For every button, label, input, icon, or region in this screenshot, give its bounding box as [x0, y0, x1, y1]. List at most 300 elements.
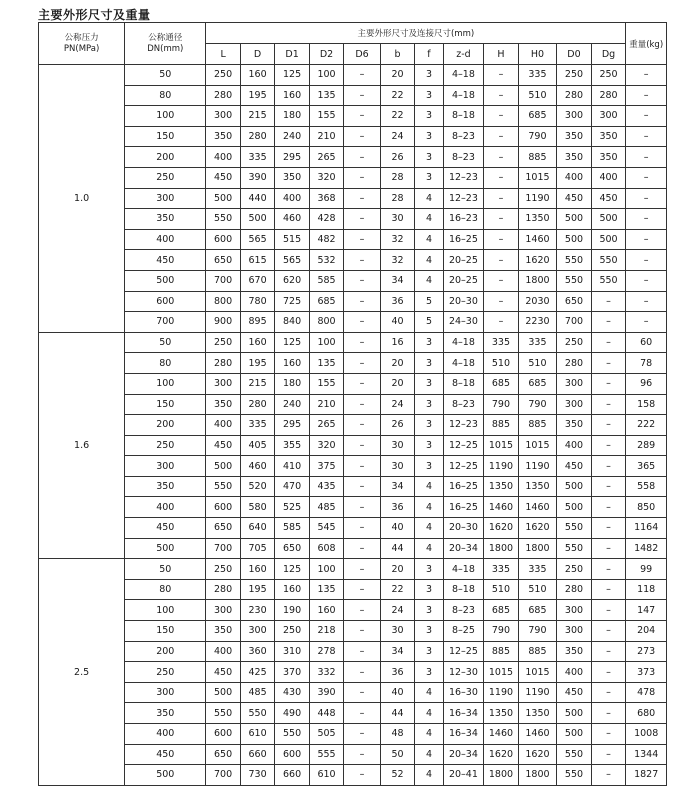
table-cell: 24	[380, 600, 414, 621]
table-cell: 250	[206, 332, 240, 353]
table-cell: 1164	[626, 518, 667, 539]
header-sub-cell: D1	[275, 44, 309, 65]
table-cell: 3	[415, 579, 443, 600]
table-cell: 20–30	[443, 518, 484, 539]
table-cell: 600	[275, 744, 309, 765]
table-cell: 368	[309, 188, 343, 209]
table-cell: 300	[206, 600, 240, 621]
dn-cell: 50	[125, 65, 206, 86]
table-cell: 16–34	[443, 724, 484, 745]
table-cell: 240	[275, 394, 309, 415]
table-cell: –	[626, 270, 667, 291]
table-row	[39, 682, 667, 703]
table-cell: 4	[415, 270, 443, 291]
table-cell: 1190	[484, 456, 518, 477]
table-cell: 8–23	[443, 600, 484, 621]
table-cell: 20–34	[443, 744, 484, 765]
table-cell: –	[484, 250, 518, 271]
header-dn-label: 公称通径 DN(mm)	[147, 32, 184, 54]
table-cell: 8–18	[443, 106, 484, 127]
table-cell: 405	[240, 435, 274, 456]
table-cell: 195	[240, 579, 274, 600]
table-row	[39, 744, 667, 765]
table-row	[39, 353, 667, 374]
header-group: 主要外形尺寸及连接尺寸(mm)	[206, 23, 626, 44]
table-cell: 3	[415, 621, 443, 642]
table-cell: 22	[380, 85, 414, 106]
table-cell: 215	[240, 373, 274, 394]
table-cell: 40	[380, 682, 414, 703]
table-cell: 218	[309, 621, 343, 642]
table-cell: 16–25	[443, 497, 484, 518]
table-cell: 510	[518, 85, 557, 106]
table-cell: –	[344, 394, 381, 415]
table-cell: 3	[415, 456, 443, 477]
table-row	[39, 559, 667, 580]
table-cell: 485	[309, 497, 343, 518]
table-cell: 12–25	[443, 435, 484, 456]
table-cell: –	[626, 229, 667, 250]
table-cell: –	[591, 621, 626, 642]
table-cell: 3	[415, 167, 443, 188]
table-cell: 450	[591, 188, 626, 209]
table-cell: 1350	[484, 703, 518, 724]
table-cell: 16–25	[443, 229, 484, 250]
dn-cell: 500	[125, 538, 206, 559]
table-cell: 350	[557, 415, 591, 436]
table-cell: 26	[380, 415, 414, 436]
table-cell: –	[344, 579, 381, 600]
table-cell: 500	[240, 209, 274, 230]
table-cell: 885	[484, 415, 518, 436]
table-cell: 4	[415, 497, 443, 518]
table-cell: 335	[240, 415, 274, 436]
table-cell: 160	[275, 579, 309, 600]
table-cell: –	[344, 332, 381, 353]
table-cell: –	[344, 291, 381, 312]
table-cell: –	[484, 126, 518, 147]
table-row	[39, 724, 667, 745]
table-cell: 250	[275, 621, 309, 642]
table-cell: 1460	[484, 724, 518, 745]
table-cell: –	[626, 167, 667, 188]
table-cell: 295	[275, 415, 309, 436]
table-cell: –	[344, 250, 381, 271]
table-cell: 4	[415, 250, 443, 271]
table-cell: –	[626, 126, 667, 147]
table-cell: 550	[557, 765, 591, 786]
table-cell: 48	[380, 724, 414, 745]
table-row	[39, 621, 667, 642]
header-dn	[125, 23, 206, 65]
table-cell: –	[344, 621, 381, 642]
table-cell: 500	[557, 229, 591, 250]
table-cell: 273	[626, 641, 667, 662]
table-row	[39, 65, 667, 86]
table-cell: –	[591, 415, 626, 436]
table-cell: 550	[206, 209, 240, 230]
table-cell: –	[484, 147, 518, 168]
table-cell: 485	[240, 682, 274, 703]
table-cell: 500	[591, 209, 626, 230]
table-cell: 12–23	[443, 167, 484, 188]
table-cell: 4	[415, 682, 443, 703]
table-cell: 478	[626, 682, 667, 703]
table-cell: 280	[557, 579, 591, 600]
table-cell: 4	[415, 765, 443, 786]
table-cell: 700	[557, 312, 591, 333]
table-cell: 250	[206, 65, 240, 86]
table-cell: 100	[309, 332, 343, 353]
table-cell: 135	[309, 579, 343, 600]
table-cell: 3	[415, 85, 443, 106]
table-cell: –	[591, 373, 626, 394]
table-cell: –	[344, 744, 381, 765]
table-cell: 705	[240, 538, 274, 559]
header-sub-cell: z-d	[443, 44, 484, 65]
table-cell: 390	[309, 682, 343, 703]
table-cell: 1015	[518, 662, 557, 683]
table-cell: 335	[484, 559, 518, 580]
table-row	[39, 435, 667, 456]
table-cell: 3	[415, 394, 443, 415]
table-cell: 500	[206, 682, 240, 703]
table-cell: 22	[380, 106, 414, 127]
table-cell: –	[591, 662, 626, 683]
table-cell: 685	[484, 373, 518, 394]
table-cell: 500	[591, 229, 626, 250]
table-cell: 2230	[518, 312, 557, 333]
table-cell: 435	[309, 476, 343, 497]
table-cell: 280	[206, 85, 240, 106]
table-cell: –	[344, 682, 381, 703]
table-cell: 500	[557, 476, 591, 497]
dn-cell: 500	[125, 765, 206, 786]
header-sub-cell: D6	[344, 44, 381, 65]
table-row	[39, 106, 667, 127]
table-row	[39, 703, 667, 724]
table-cell: 4	[415, 724, 443, 745]
table-cell: 585	[275, 518, 309, 539]
table-row	[39, 456, 667, 477]
table-cell: 550	[206, 476, 240, 497]
table-cell: 1800	[518, 270, 557, 291]
table-cell: 155	[309, 106, 343, 127]
table-cell: 160	[275, 85, 309, 106]
table-cell: 12–23	[443, 415, 484, 436]
table-cell: 335	[240, 147, 274, 168]
table-cell: 20	[380, 65, 414, 86]
table-cell: –	[591, 600, 626, 621]
table-cell: 180	[275, 373, 309, 394]
table-cell: 350	[557, 147, 591, 168]
table-cell: –	[591, 435, 626, 456]
pressure-cell: 1.6	[39, 332, 125, 559]
table-cell: 1827	[626, 765, 667, 786]
table-cell: 8–23	[443, 394, 484, 415]
table-cell: 335	[518, 332, 557, 353]
table-cell: 96	[626, 373, 667, 394]
table-cell: 250	[557, 65, 591, 86]
table-cell: –	[591, 682, 626, 703]
table-cell: 400	[206, 415, 240, 436]
table-cell: 700	[206, 538, 240, 559]
table-cell: –	[484, 209, 518, 230]
table-cell: 289	[626, 435, 667, 456]
table-cell: 265	[309, 147, 343, 168]
table-cell: 160	[309, 600, 343, 621]
header-sub-cell: D2	[309, 44, 343, 65]
table-cell: 32	[380, 250, 414, 271]
table-cell: 510	[518, 353, 557, 374]
table-cell: –	[591, 497, 626, 518]
table-cell: 600	[206, 724, 240, 745]
table-cell: –	[626, 85, 667, 106]
table-cell: –	[591, 765, 626, 786]
table-cell: 190	[275, 600, 309, 621]
table-cell: 885	[518, 415, 557, 436]
table-cell: 278	[309, 641, 343, 662]
table-cell: 135	[309, 85, 343, 106]
table-cell: 520	[240, 476, 274, 497]
table-cell: 790	[484, 394, 518, 415]
table-cell: –	[591, 353, 626, 374]
table-cell: –	[344, 126, 381, 147]
table-cell: 30	[380, 435, 414, 456]
table-cell: 450	[557, 682, 591, 703]
table-cell: 52	[380, 765, 414, 786]
table-cell: 125	[275, 559, 309, 580]
table-cell: 100	[309, 65, 343, 86]
table-cell: 12–30	[443, 662, 484, 683]
table-cell: –	[344, 270, 381, 291]
table-cell: 20–30	[443, 291, 484, 312]
table-cell: –	[626, 188, 667, 209]
table-cell: 125	[275, 332, 309, 353]
table-cell: 1620	[518, 518, 557, 539]
dimension-weight-table	[38, 22, 667, 786]
table-cell: 895	[240, 312, 274, 333]
table-cell: –	[344, 188, 381, 209]
table-cell: 8–18	[443, 373, 484, 394]
table-cell: 1008	[626, 724, 667, 745]
dn-cell: 50	[125, 332, 206, 353]
table-cell: 147	[626, 600, 667, 621]
table-cell: 1460	[518, 229, 557, 250]
table-cell: 250	[206, 559, 240, 580]
table-cell: 565	[275, 250, 309, 271]
table-cell: 26	[380, 147, 414, 168]
dn-cell: 250	[125, 167, 206, 188]
table-cell: 78	[626, 353, 667, 374]
table-cell: –	[484, 229, 518, 250]
table-cell: 300	[557, 621, 591, 642]
table-cell: 425	[240, 662, 274, 683]
table-cell: 790	[518, 126, 557, 147]
table-cell: 550	[557, 518, 591, 539]
table-cell: 350	[591, 147, 626, 168]
table-cell: 280	[557, 353, 591, 374]
header-sub-cell: D0	[557, 44, 591, 65]
table-cell: 450	[557, 456, 591, 477]
table-cell: 1350	[484, 476, 518, 497]
table-cell: 650	[557, 291, 591, 312]
table-cell: –	[591, 394, 626, 415]
pressure-cell: 1.0	[39, 65, 125, 333]
table-cell: –	[344, 435, 381, 456]
table-row	[39, 188, 667, 209]
table-cell: 790	[518, 394, 557, 415]
table-cell: 350	[557, 126, 591, 147]
table-cell: –	[484, 188, 518, 209]
dn-cell: 300	[125, 682, 206, 703]
table-cell: 550	[557, 744, 591, 765]
table-cell: 3	[415, 415, 443, 436]
table-cell: 1015	[484, 435, 518, 456]
table-cell: 790	[484, 621, 518, 642]
table-cell: 525	[275, 497, 309, 518]
table-cell: 40	[380, 518, 414, 539]
page-title: 主要外形尺寸及重量	[38, 8, 151, 22]
table-row	[39, 332, 667, 353]
table-cell: 4	[415, 518, 443, 539]
header-pn	[39, 23, 125, 65]
table-row	[39, 538, 667, 559]
table-cell: 335	[518, 559, 557, 580]
table-cell: 685	[518, 600, 557, 621]
table-row	[39, 476, 667, 497]
dn-cell: 80	[125, 353, 206, 374]
table-cell: 360	[240, 641, 274, 662]
table-cell: 3	[415, 147, 443, 168]
table-cell: 400	[206, 641, 240, 662]
dn-cell: 600	[125, 291, 206, 312]
table-cell: 320	[309, 435, 343, 456]
header-sub-cell: D	[240, 44, 274, 65]
dn-cell: 200	[125, 415, 206, 436]
table-cell: 725	[275, 291, 309, 312]
table-cell: 620	[275, 270, 309, 291]
table-cell: 210	[309, 126, 343, 147]
table-row	[39, 518, 667, 539]
table-cell: 28	[380, 188, 414, 209]
table-row	[39, 270, 667, 291]
table-cell: 50	[380, 744, 414, 765]
table-cell: 660	[275, 765, 309, 786]
table-cell: 195	[240, 85, 274, 106]
table-cell: –	[591, 332, 626, 353]
table-cell: 685	[518, 373, 557, 394]
table-cell: 550	[591, 270, 626, 291]
table-cell: –	[626, 291, 667, 312]
table-cell: –	[591, 456, 626, 477]
table-row	[39, 765, 667, 786]
table-cell: –	[344, 641, 381, 662]
table-cell: –	[344, 456, 381, 477]
table-cell: 400	[275, 188, 309, 209]
header-sub-cell: Dg	[591, 44, 626, 65]
table-cell: 3	[415, 332, 443, 353]
table-cell: 350	[275, 167, 309, 188]
table-cell: 335	[518, 65, 557, 86]
table-cell: 350	[557, 641, 591, 662]
table-cell: 4	[415, 744, 443, 765]
table-cell: 3	[415, 65, 443, 86]
table-cell: 1190	[484, 682, 518, 703]
table-cell: 8–23	[443, 126, 484, 147]
table-cell: –	[344, 229, 381, 250]
table-cell: –	[591, 579, 626, 600]
table-cell: 400	[591, 167, 626, 188]
table-cell: 24	[380, 394, 414, 415]
table-cell: 650	[275, 538, 309, 559]
table-cell: 565	[240, 229, 274, 250]
table-cell: 30	[380, 621, 414, 642]
table-cell: 4	[415, 209, 443, 230]
table-cell: 780	[240, 291, 274, 312]
table-cell: 650	[206, 250, 240, 271]
table-cell: –	[344, 147, 381, 168]
table-cell: 390	[240, 167, 274, 188]
table-cell: –	[344, 559, 381, 580]
table-cell: 1800	[484, 765, 518, 786]
table-cell: 550	[557, 270, 591, 291]
table-cell: 265	[309, 415, 343, 436]
table-cell: –	[484, 312, 518, 333]
table-cell: 555	[309, 744, 343, 765]
table-cell: 20–34	[443, 538, 484, 559]
table-cell: –	[591, 538, 626, 559]
table-cell: –	[626, 312, 667, 333]
table-cell: 730	[240, 765, 274, 786]
table-cell: 510	[484, 353, 518, 374]
table-cell: 240	[275, 126, 309, 147]
table-cell: 3	[415, 559, 443, 580]
dn-cell: 150	[125, 394, 206, 415]
table-cell: –	[626, 106, 667, 127]
table-cell: 280	[240, 126, 274, 147]
table-cell: 885	[484, 641, 518, 662]
table-cell: 280	[240, 394, 274, 415]
table-cell: 1800	[518, 538, 557, 559]
table-cell: 885	[518, 641, 557, 662]
table-cell: 30	[380, 456, 414, 477]
table-cell: 482	[309, 229, 343, 250]
table-cell: 1015	[518, 435, 557, 456]
table-cell: 450	[206, 662, 240, 683]
dn-cell: 200	[125, 641, 206, 662]
table-row	[39, 167, 667, 188]
table-row	[39, 600, 667, 621]
header-sub-cell: H0	[518, 44, 557, 65]
table-cell: 1620	[484, 744, 518, 765]
header-sub-cell: b	[380, 44, 414, 65]
table-row	[39, 291, 667, 312]
table-cell: –	[344, 476, 381, 497]
table-row	[39, 415, 667, 436]
table-cell: 20–25	[443, 270, 484, 291]
table-cell: 3	[415, 641, 443, 662]
table-cell: 800	[206, 291, 240, 312]
table-cell: 118	[626, 579, 667, 600]
table-cell: 12–25	[443, 641, 484, 662]
table-row	[39, 250, 667, 271]
table-row	[39, 497, 667, 518]
table-cell: 5	[415, 312, 443, 333]
table-cell: 160	[240, 65, 274, 86]
dn-cell: 150	[125, 621, 206, 642]
table-cell: 1620	[518, 250, 557, 271]
